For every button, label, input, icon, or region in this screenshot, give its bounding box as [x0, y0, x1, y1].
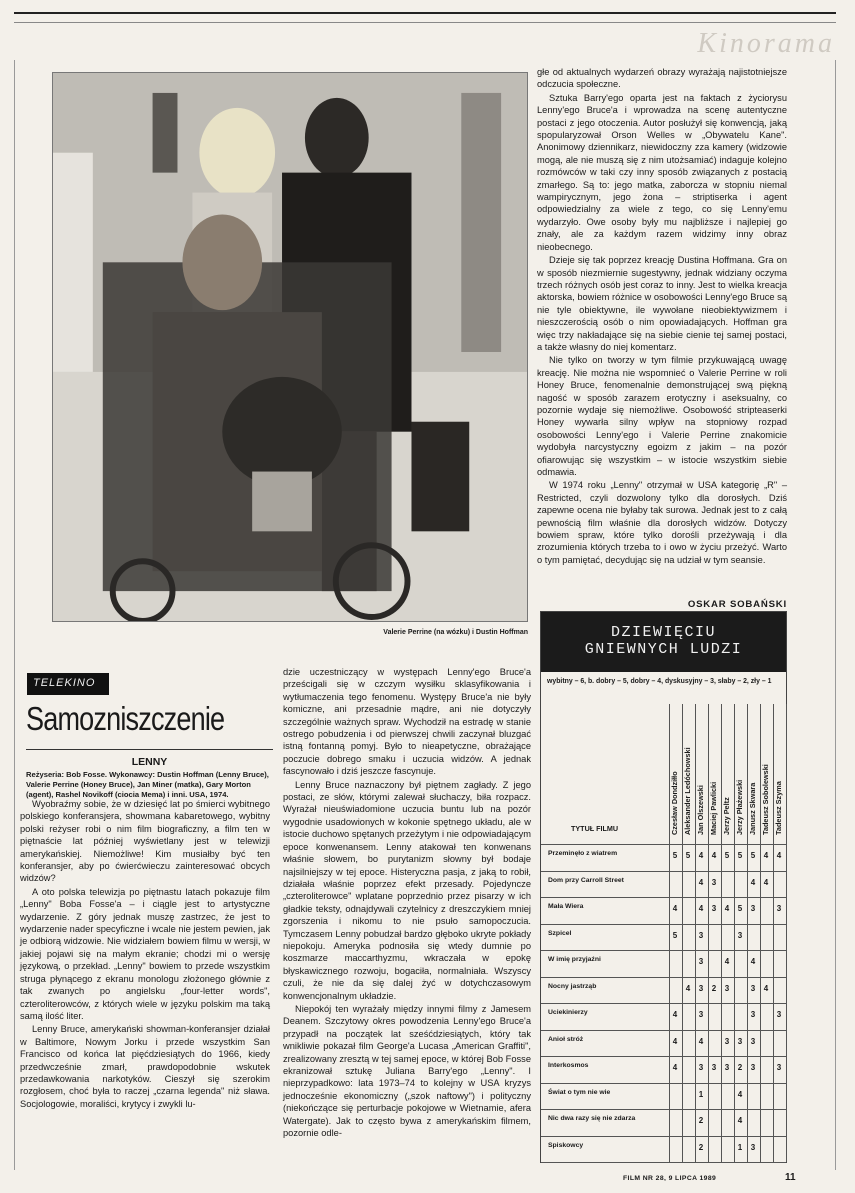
paragraph: Niepokój ten wyrażały między innymi filmy z Jamesem Deanem. Szczytowy okres powodzenia Lenny'ego Bruce'a przypadł na początek lat sześćdziesiątych, który tak wnikliwie pokazał film George'a Lucasa „American Graffiti", zrealizowany zresztą w tej samej epoce, w której Bob Fosse ekranizował sztukę Juliana Barry'ego „Lenny". I nieprzypadkowo: lata 1973–74 to kolejny w USA kryzys jednocześnie ekonomiczny („szok naftowy") i polityczny (niekończące się perturbacje pokojowe w Wietnamie, afera Watergate). Jak to często bywa z amerykańskim filmem, pozornie odle- [283, 1003, 531, 1139]
section-tag: TELEKINO [27, 673, 109, 695]
score-cell: 3 [737, 930, 743, 940]
critic-column-label [773, 710, 784, 835]
paragraph: Wyobraźmy sobie, że w dziesięć lat po śmierci wybitnego polskiego konferansjera, showmana kabaretowego, wybitny polski reżyser robi o nim film biograficzny, a film ten w piętnaście lat później wyświetlany jest w telewizji amerykańskiej. Niemożliwe! Kim musiałby być ten konferansjer, aby po ćwierćwieczu zainteresować obcych widzów? [20, 799, 270, 884]
film-still-illustration [53, 73, 527, 621]
top-rule-thin [14, 22, 836, 23]
score-cell: 3 [750, 1010, 756, 1019]
score-cell: 5 [750, 851, 756, 860]
paragraph: Sztuka Barry'ego oparta jest na faktach z życiorysu Lenny'ego Bruce'a i wprowadza na scenę autentyczne postaci z jego otoczenia. Autor posłużył się konwencją, jaką spopularyzował Orson Welles w „Obywatelu Kane". Anonimowy dziennikarz, niewidoczny zza kamery (widzowie mogą, ale nie muszą się z nim utożsamiać) indaguje kolejno rozmówców w taki czy inny sposób związanych z postacią zmarłego. Są to: jego matka, zaborcza w stopniu niemal wampirycznym, jego żona – striptiserka i agent odpowiedzialny za wiele z tego, co się Lenny'emu wydarzyło. Owe osoby były mu najbliższe i najlepiej go znały, ale za każdym razem widzimy inny obraz nieobecnego. [537, 92, 787, 252]
grid-row-line [541, 924, 786, 925]
score-cell: 4 [724, 904, 730, 913]
critic-name: Janusz Skwara [748, 782, 757, 835]
score-cell: 4 [711, 851, 717, 860]
critic-name: Jerzy Peltz [722, 797, 731, 835]
article-column-middle [283, 666, 531, 1140]
score-cell: 3 [711, 877, 717, 887]
article-column-left [20, 798, 270, 1111]
film-title-cell: Świat o tym nie wie [548, 1088, 611, 1096]
score-cell: 2 [698, 1116, 704, 1125]
film-title-cell: Szpicel [548, 929, 572, 937]
grid-row-line [541, 1030, 786, 1031]
critic-name: Tadeusz Sobolewski [761, 764, 770, 835]
critic-column-label [695, 710, 706, 835]
score-cell: 4 [672, 1010, 678, 1019]
score-cell: 3 [698, 930, 704, 940]
score-cell: 3 [711, 1063, 717, 1072]
score-cell: 4 [763, 877, 769, 887]
masthead: Kinorama [697, 28, 835, 59]
score-cell: 3 [698, 983, 704, 993]
score-cell: 3 [724, 1063, 730, 1072]
title-column-header: TYTUŁ FILMU [571, 824, 619, 833]
paragraph: Lenny Bruce, amerykański showman-konferansjer działał w Baltimore, Nowym Jorku i przede wszystkim San Francisco od końca lat pięćdziesiątych do 1966, kiedy przedwcześnie zmarł, prawdopodobnie wskutek przedawkowania narkotyków. Cieszył się szerokim rozgłosem, choć była to raczej „czarna legenda" niż sława. Socjologowie, moraliści, krytycy i zwykli lu- [20, 1024, 270, 1109]
score-cell: 1 [737, 1142, 743, 1152]
score-cell: 2 [711, 983, 717, 993]
critic-column-label [682, 710, 693, 835]
grid-column-line [786, 704, 787, 1162]
grid-row-line [541, 1136, 786, 1137]
grid-row-line [541, 844, 786, 845]
score-cell: 3 [698, 957, 704, 966]
grid-row-line [541, 950, 786, 951]
grid-row-line [541, 1003, 786, 1004]
film-title-cell: Interkosmos [548, 1062, 589, 1069]
score-cell: 3 [724, 1036, 730, 1046]
article-column-right [537, 66, 787, 567]
heading-line: GNIEWNYCH LUDZI [584, 641, 743, 658]
film-credits: Reżyseria: Bob Fosse. Wykonawcy: Dustin Hoffman (Lenny Bruce), Valerie Perrine (Honey Bruce), Jan Miner (matka), Gary Morton (agent), Rashel Novikoff (ciocia Mema) i inni. USA, 1974. [26, 770, 269, 799]
film-title-cell: Mała Wiera [548, 903, 584, 910]
score-cell: 4 [698, 904, 704, 913]
page-number: 11 [785, 1172, 796, 1183]
rating-scale-legend: wybitny – 6, b. dobry – 5, dobry – 4, dyskusyjny – 3, słaby – 2, zły – 1 [547, 678, 772, 685]
paragraph: Dzieje się tak poprzez kreację Dustina Hoffmana. Gra on w sposób niezmiernie sugestywny, jednak widziany oczyma trzech różnych osób jest coraz to inny. Jest to wielka kreacja aktorska, bowiem różnice w osobowości Lenny'ego Bruce są nie tyle obiektywne, ile wywołane nieobiektywizmem i nieszczerością osób o nim opowiadających. Hoffman gra więc trzy nakładające się na siebie cienie tej samej postaci, a także własny do niej komentarz. [537, 255, 787, 352]
score-cell: 5 [672, 930, 678, 940]
author-signature: OSKAR SOBAŃSKI [687, 599, 787, 610]
top-rule [14, 12, 836, 14]
score-cell: 4 [685, 983, 691, 993]
photo-caption: Valerie Perrine (na wózku) i Dustin Hoffman [383, 629, 528, 636]
score-cell: 5 [685, 851, 691, 860]
score-cell: 3 [750, 983, 756, 993]
score-cell: 3 [750, 904, 756, 913]
score-cell: 4 [672, 904, 678, 913]
grid-row-line [541, 977, 786, 978]
score-cell: 5 [737, 904, 743, 913]
critic-name: Jerzy Płażewski [735, 779, 744, 835]
paragraph: Lenny Bruce naznaczony był piętnem zagłady. Z jego postaci, ze słów, którymi zalewał słuchaczy, biła rozpacz. Wyrażał nieuświadomione uczucia buntu lub na pozór wygodnie usadowionych w kokonie spętnego układu, ale w istocie duchowo spętanych przeżytym i nie odpowiadającym epoce konwenansem. Lenny atakował ten konwenans właśnie słowem, bo purytanizm słowny był bodaje najsilniejszy w tej epoce. Histeryczna pasja, z jaką to robił, działała właśnie poprzez efekt przesady. Pojedyncze „czteroliterowce" wplatane poprzednio przez pisarzy w ich gładkie teksty, odnajdywali czytelnicy z dreszczykiem mniej zgorszenia i nikomu to nie psuło samopoczucia. Tymczasem Lenny pobudzał bardzo głęboko ukryte pokłady niepokoju. Ameryka podnosiła się wtedy dumnie po koszmarze maccarthyzmu, wkraczała w epokę błyskawicznego rozwoju, bogaciła, normalniała. Wszyscy czuli, że nie da się dalej żyć w dotychczasowym konwencjonalnym układzie. [283, 779, 531, 1001]
film-title-cell: Nic dwa razy się nie zdarza [548, 1115, 636, 1122]
score-cell: 2 [737, 1063, 743, 1072]
score-cell: 3 [750, 1063, 756, 1072]
grid-row-line [541, 1109, 786, 1110]
critic-column-label [747, 710, 758, 835]
score-cell: 3 [698, 1063, 704, 1072]
critic-column-label [734, 710, 745, 835]
critic-name: Aleksander Ledóchowski [683, 747, 692, 835]
heading-line: DZIEWIĘCIU [610, 624, 716, 641]
critic-column-label [708, 710, 719, 835]
critic-name: Maciej Pawlicki [709, 781, 718, 835]
score-cell: 3 [711, 904, 717, 913]
score-cell: 4 [672, 1063, 678, 1072]
film-title-cell: Anioł stróż [548, 1035, 584, 1043]
score-cell: 4 [763, 983, 769, 993]
score-cell: 4 [737, 1089, 743, 1099]
critic-column-label [669, 710, 680, 835]
score-cell: 4 [698, 877, 704, 887]
critic-name: Czesław Dondziłło [670, 771, 679, 835]
title-rule [26, 749, 273, 750]
score-cell: 2 [698, 1142, 704, 1152]
score-cell: 4 [750, 877, 756, 887]
film-title-cell: Spiskowcy [548, 1141, 584, 1149]
score-cell: 5 [672, 851, 678, 860]
score-cell: 3 [698, 1010, 704, 1019]
score-cell: 3 [724, 983, 730, 993]
score-cell: 5 [737, 851, 743, 860]
ratings-table [540, 611, 787, 1163]
film-title-cell: Nocny jastrząb [548, 982, 597, 990]
critic-name: Jan Olszewski [696, 785, 705, 835]
grid-row-line [541, 897, 786, 898]
score-cell: 1 [698, 1089, 704, 1099]
grid-row-line [541, 1162, 786, 1163]
score-cell: 4 [724, 957, 730, 966]
ratings-table-heading [541, 612, 786, 672]
critic-name: Tadeusz Szyma [774, 781, 783, 835]
film-title-cell: Dom przy Carroll Street [548, 876, 624, 884]
critic-column-label [721, 710, 732, 835]
score-cell: 3 [750, 1142, 756, 1152]
paragraph: głe od aktualnych wydarzeń obrazy wyrażają najistotniejsze odczucia społeczne. [537, 67, 787, 90]
score-cell: 3 [776, 1010, 782, 1019]
ratings-grid [541, 704, 786, 1162]
paragraph: W 1974 roku „Lenny" otrzymał w USA kategorię „R" – Restricted, czyli dozwolony tylko dla dorosłych. Dziś zapewne ocena nie byłaby tak surowa. Jednak jest to z całą pewnością film właśnie dla dorosłych widzów. Dotyczy bowiem spraw, które tylko dorośli przeżywają i dla zrozumienia których trzeba to i owo w życiu przeżyć. Warto o tym pamiętać, decydując się na udział w tym seansie. [537, 480, 787, 565]
score-cell: 3 [776, 1063, 782, 1072]
score-cell: 4 [763, 851, 769, 860]
score-cell: 3 [776, 904, 782, 913]
score-cell: 3 [737, 1036, 743, 1046]
article-title: Samozniszczenie [26, 700, 225, 737]
film-title-cell: W imię przyjaźni [548, 956, 601, 963]
critic-column-label [760, 710, 771, 835]
score-cell: 5 [724, 851, 730, 860]
score-cell: 4 [698, 1036, 704, 1046]
score-cell: 4 [698, 851, 704, 860]
score-cell: 4 [750, 957, 756, 966]
score-cell: 4 [776, 851, 782, 860]
paragraph: dzie uczestniczący w występach Lenny'ego Bruce'a prześcigali się w czczym wysiłku sklasyfikowania i wytłumaczenia tego fenomenu. Występy Bruce'a nie były komiczne, ani przesadnie mądre, ani nie dotyczyły szczególnie ważnych spraw. Wychodził na estradę w stanie ostrego pobudzenia i od pierwszej chwili zaczynał bluzgać istną fontanną pomyj. Było to nieapetyczne, obrażające poczucie dobrego smaku i uczucia widzów. A jednak fascynowało i dziś jeszcze fascynuje. [283, 667, 531, 777]
score-cell: 3 [750, 1036, 756, 1046]
paragraph: A oto polska telewizja po piętnastu latach pokazuje film „Lenny" Boba Fosse'a – i ciągle jest to artystyczne wydarzenie. Z góry jednak muszę zastrzec, że jest to wydarzenie nader specyficzne i wcale nie jestem pewien, jak je odbiorą widzowie. Nie widziałem bowiem filmu w wersji, w jakiej pojawi się na małym ekranie; chodzi mi o wersję językową, o przekład. „Lenny" bowiem to przede wszystkim struga płynącego z ekranu monologu złożonego głównie z tak zwanych po angielsku „four-letter words", czteroliterowców, z których wiele w języku polskim ma taką samą ilość liter. [20, 886, 270, 1021]
issue-footer: FILM NR 28, 9 LIPCA 1989 [623, 1175, 717, 1182]
film-still-photo [52, 72, 528, 622]
grid-row-line [541, 1056, 786, 1057]
film-title-cell: Przeminęło z wiatrem [548, 850, 618, 857]
film-title: LENNY [131, 756, 168, 768]
grid-row-line [541, 871, 786, 872]
score-cell: 4 [672, 1036, 678, 1046]
paragraph: Nie tylko on tworzy w tym filmie przykuwającą uwagę kreację. Nie można nie wspomnieć o Valerie Perrine w roli Honey Bruce, fenomenalnie demonstrującej swą piękną nagość w sposób zarazem erotyczny i aseksualny, co pozornie wydaje się niemożliwe. Osobowość stripteaserki Honey wywarła silny wpływ na stopniowy rozpad osobowości Lenny'ego i Valerie Perrine znakomicie wydobyła narcystyczny egoizm z jakim – na pozór ofiarowując się wszystkim – w istocie wszystkim siebie odmawia. [537, 355, 787, 477]
film-title-cell: Uciekinierzy [548, 1009, 588, 1016]
score-cell: 4 [737, 1116, 743, 1125]
grid-row-line [541, 1083, 786, 1084]
